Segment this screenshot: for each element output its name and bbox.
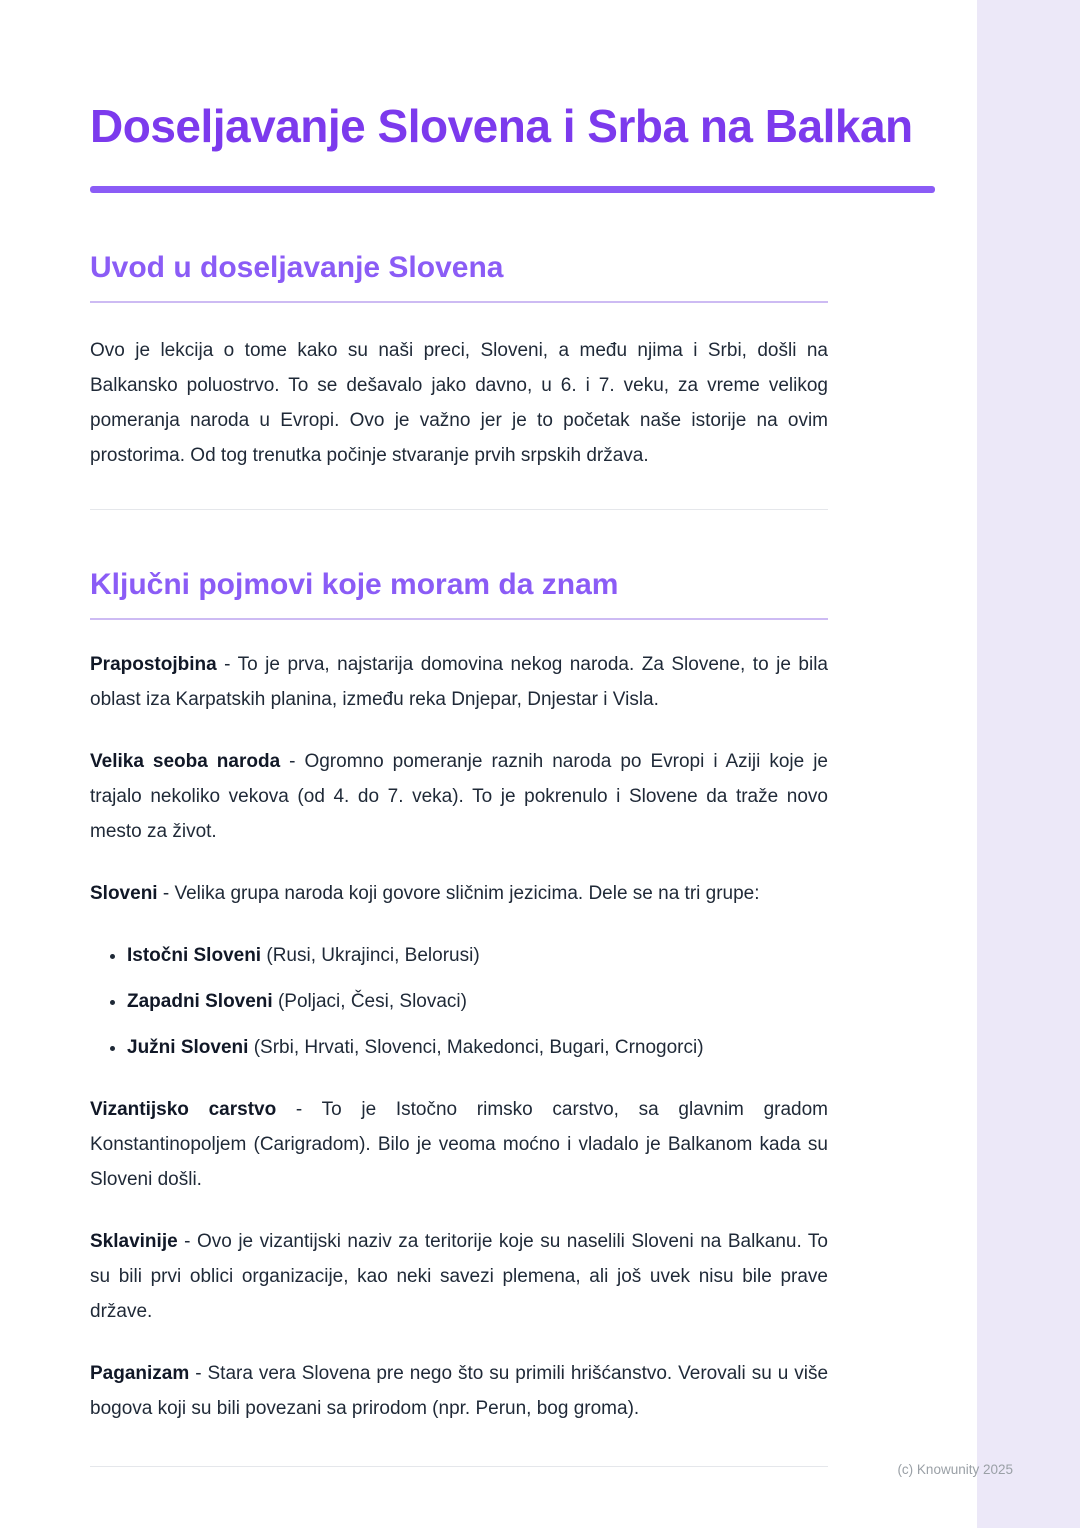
- bullet-detail: (Srbi, Hrvati, Slovenci, Makedonci, Bugari, Crnogorci): [253, 1037, 704, 1058]
- bullet-term: Južni Sloveni: [127, 1037, 249, 1058]
- term-definition: - Ogromno pomeranje raznih naroda po Evropi i Aziji koje je trajalo nekoliko vekova (od 4. do 7. veka). To je pokrenulo i Slovene da traže novo mesto za život.: [90, 751, 828, 842]
- bullet-detail: (Poljaci, Česi, Slovaci): [277, 991, 467, 1012]
- list-item-juzni-sloveni: [127, 1030, 828, 1065]
- term-paragraph-paganizam: [90, 1356, 828, 1426]
- list-item-zapadni-sloveni: [127, 984, 828, 1019]
- slavic-groups-list: [90, 938, 828, 1065]
- term-label: Prapostojbina: [90, 654, 217, 675]
- term-paragraph-velika-seoba: [90, 744, 828, 849]
- title-rule: [90, 186, 935, 193]
- intro-paragraph: Ovo je lekcija o tome kako su naši preci, Sloveni, a među njima i Srbi, došli na Balkansko poluostrvo. To se dešavalo jako davno, u 6. i 7. veku, za vreme velikog pomeranja naroda u Evropi. Ovo je važno jer je to početak naše istorije na ovim prostorima. Od tog trenutka počinje stvaranje prvih srpskih država.: [90, 340, 828, 466]
- term-label: Velika seoba naroda: [90, 751, 281, 772]
- term-definition: - Velika grupa naroda koji govore sličnim jezicima. Dele se na tri grupe:: [162, 883, 760, 904]
- term-paragraph-sklavinije: [90, 1224, 828, 1329]
- term-paragraph-sloveni: [90, 876, 828, 911]
- bullet-term: Zapadni Sloveni: [127, 991, 273, 1012]
- list-item-istocni-sloveni: [127, 938, 828, 973]
- section-divider: [90, 509, 828, 510]
- term-definition: - Ovo je vizantijski naziv za teritorije koje su naselili Sloveni na Balkanu. To su bili prvi oblici organizacije, kao neki savezi plemena, ali još uvek nisu bile prave države.: [90, 1231, 828, 1322]
- term-label: Paganizam: [90, 1363, 190, 1384]
- section-heading-terms: Ključni pojmovi koje moram da znam: [90, 568, 619, 601]
- bullet-term: Istočni Sloveni: [127, 945, 262, 966]
- term-definition: - To je prva, najstarija domovina nekog naroda. Za Slovene, to je bila oblast iza Karpatskih planina, između reka Dnjepar, Dnjestar i Visla.: [90, 654, 828, 710]
- page-side-stripe: [977, 0, 1080, 1528]
- section-heading-intro: Uvod u doseljavanje Slovena: [90, 251, 504, 284]
- term-paragraph-prapostojbina: [90, 647, 828, 717]
- document-content: [90, 0, 938, 1467]
- page-title: Doseljavanje Slovena i Srba na Balkan: [90, 100, 913, 152]
- term-definition: - Stara vera Slovena pre nego što su primili hrišćanstvo. Verovali su u više bogova koji su bili povezani sa prirodom (npr. Perun, bog groma).: [90, 1363, 829, 1419]
- term-label: Sloveni: [90, 883, 158, 904]
- term-definition: - To je Istočno rimsko carstvo, sa glavnim gradom Konstantinopoljem (Carigradom). Bilo je veoma moćno i vladalo je Balkanom kada su Sloveni došli.: [90, 1099, 829, 1190]
- bottom-divider: [90, 1466, 828, 1467]
- term-label: Vizantijsko carstvo: [90, 1099, 277, 1120]
- term-label: Sklavinije: [90, 1231, 178, 1252]
- footer-credit: (c) Knowunity 2025: [897, 1462, 1013, 1477]
- bullet-detail: (Rusi, Ukrajinci, Belorusi): [266, 945, 480, 966]
- heading-underline: [90, 301, 828, 303]
- heading-underline: [90, 618, 828, 620]
- term-paragraph-vizantijsko-carstvo: [90, 1092, 828, 1197]
